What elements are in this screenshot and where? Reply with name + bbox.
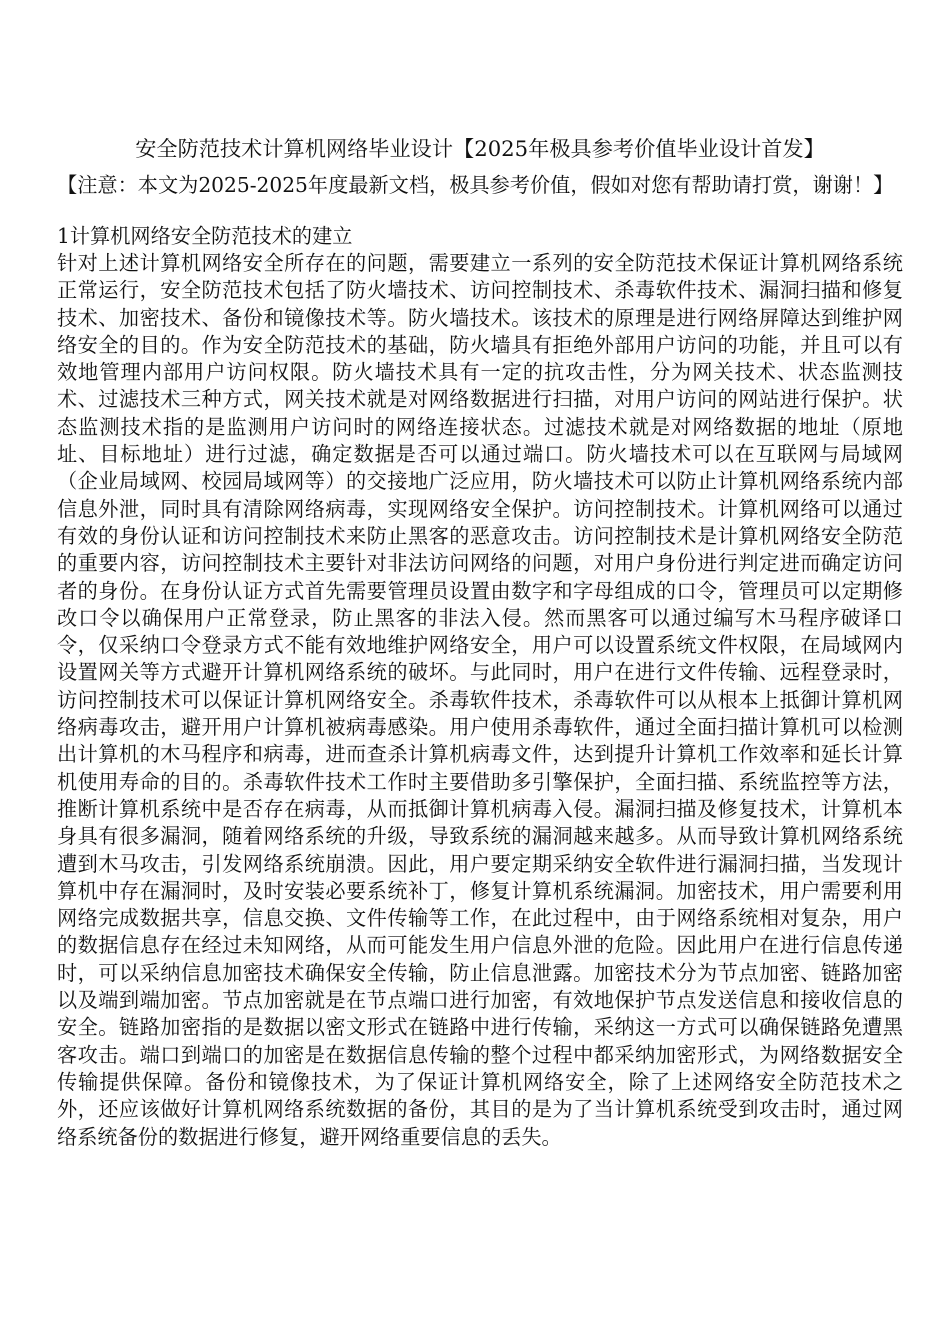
body-paragraph: 针对上述计算机网络安全所存在的问题，需要建立一系列的安全防范技术保证计算机网络系统正常运行，安全防范技术包括了防火墙技术、访问控制技术、杀毒软件技术、漏洞扫描和修复技术、加密技术、备份和镜像技术等。防火墙技术。该技术的原理是进行网络屏障达到维护网络安全的目的。作为安全防范技术的基础，防火墙具有拒绝外部用户访问的功能，并且可以有效地管理内部用户访问权限。防火墙技术具有一定的抗攻击性，分为网关技术、状态监测技术、过滤技术三种方式，网关技术就是对网络数据进行扫描，对用户访问的网站进行保护。状态监测技术指的是监测用户访问时的网络连接状态。过滤技术就是对网络数据的地址（原地址、目标地址）进行过滤，确定数据是否可以通过端口。防火墙技术可以在互联网与局域网（企业局域网、校园局域网等）的交接地广泛应用，防火墙技术可以防止计算机网络系统内部信息外泄，同时具有清除网络病毒，实现网络安全保护。访问控制技术。计算机网络可以通过有效的身份认证和访问控制技术来防止黑客的恶意攻击。访问控制技术是计算机网络安全防范的重要内容，访问控制技术主要针对非法访问网络的问题，对用户身份进行判定进而确定访问者的身份。在身份认证方式首先需要管理员设置由数字和字母组成的口令，管理员可以定期修改口令以确保用户正常登录，防止黑客的非法入侵。然而黑客可以通过编写木马程序破译口令，仅采纳口令登录方式不能有效地维护网络安全，用户可以设置系统文件权限，在局域网内设置网关等方式避开计算机网络系统的破坏。与此同时，用户在进行文件传输、远程登录时，访问控制技术可以保证计算机网络安全。杀毒软件技术，杀毒软件可以从根本上抵御计算机网络病毒攻击，避开用户计算机被病毒感染。用户使用杀毒软件，通过全面扫描计算机可以检测出计算机的木马程序和病毒，进而查杀计算机病毒文件，达到提升计算机工作效率和延长计算机使用寿命的目的。杀毒软件技术工作时主要借助多引擎保护，全面扫描、系统监控等方法，推断计算机系统中是否存在病毒，从而抵御计算机病毒入侵。漏洞扫描及修复技术，计算机本身具有很多漏洞，随着网络系统的升级，导致系统的漏洞越来越多。从而导致计算机网络系统遭到木马攻击，引发网络系统崩溃。因此，用户要定期采纳安全软件进行漏洞扫描，当发现计算机中存在漏洞时，及时安装必要系统补丁，修复计算机系统漏洞。加密技术，用户需要利用网络完成数据共享，信息交换、文件传输等工作，在此过程中，由于网络系统相对复杂，用户的数据信息存在经过未知网络，从而可能发生用户信息外泄的危险。因此用户在进行信息传递时，可以采纳信息加密技术确保安全传输，防止信息泄露。加密技术分为节点加密、链路加密以及端到端加密。节点加密就是在节点端口进行加密，有效地保护节点发送信息和接收信息的安全。链路加密指的是数据以密文形式在链路中进行传输，采纳这一方式可以确保链路免遭黑客攻击。端口到端口的加密是在数据信息传输的整个过程中都采纳加密形式，为网络数据安全传输提供保障。备份和镜像技术，为了保证计算机网络安全，除了上述网络安全防范技术之外，还应该做好计算机网络系统数据的备份，其目的是为了当计算机系统受到攻击时，通过网络系统备份的数据进行修复，避开网络重要信息的丢失。: [57, 251, 903, 1149]
section-heading: 1计算机网络安全防范技术的建立: [57, 224, 353, 248]
notice-paragraph: 【注意：本文为2025-2025年度最新文档，极具参考价值，假如对您有帮助请打赏，谢谢！】: [57, 173, 894, 197]
document-title: 安全防范技术计算机网络毕业设计【2025年极具参考价值毕业设计首发】: [135, 136, 825, 161]
document-page: [57, 133, 903, 1151]
